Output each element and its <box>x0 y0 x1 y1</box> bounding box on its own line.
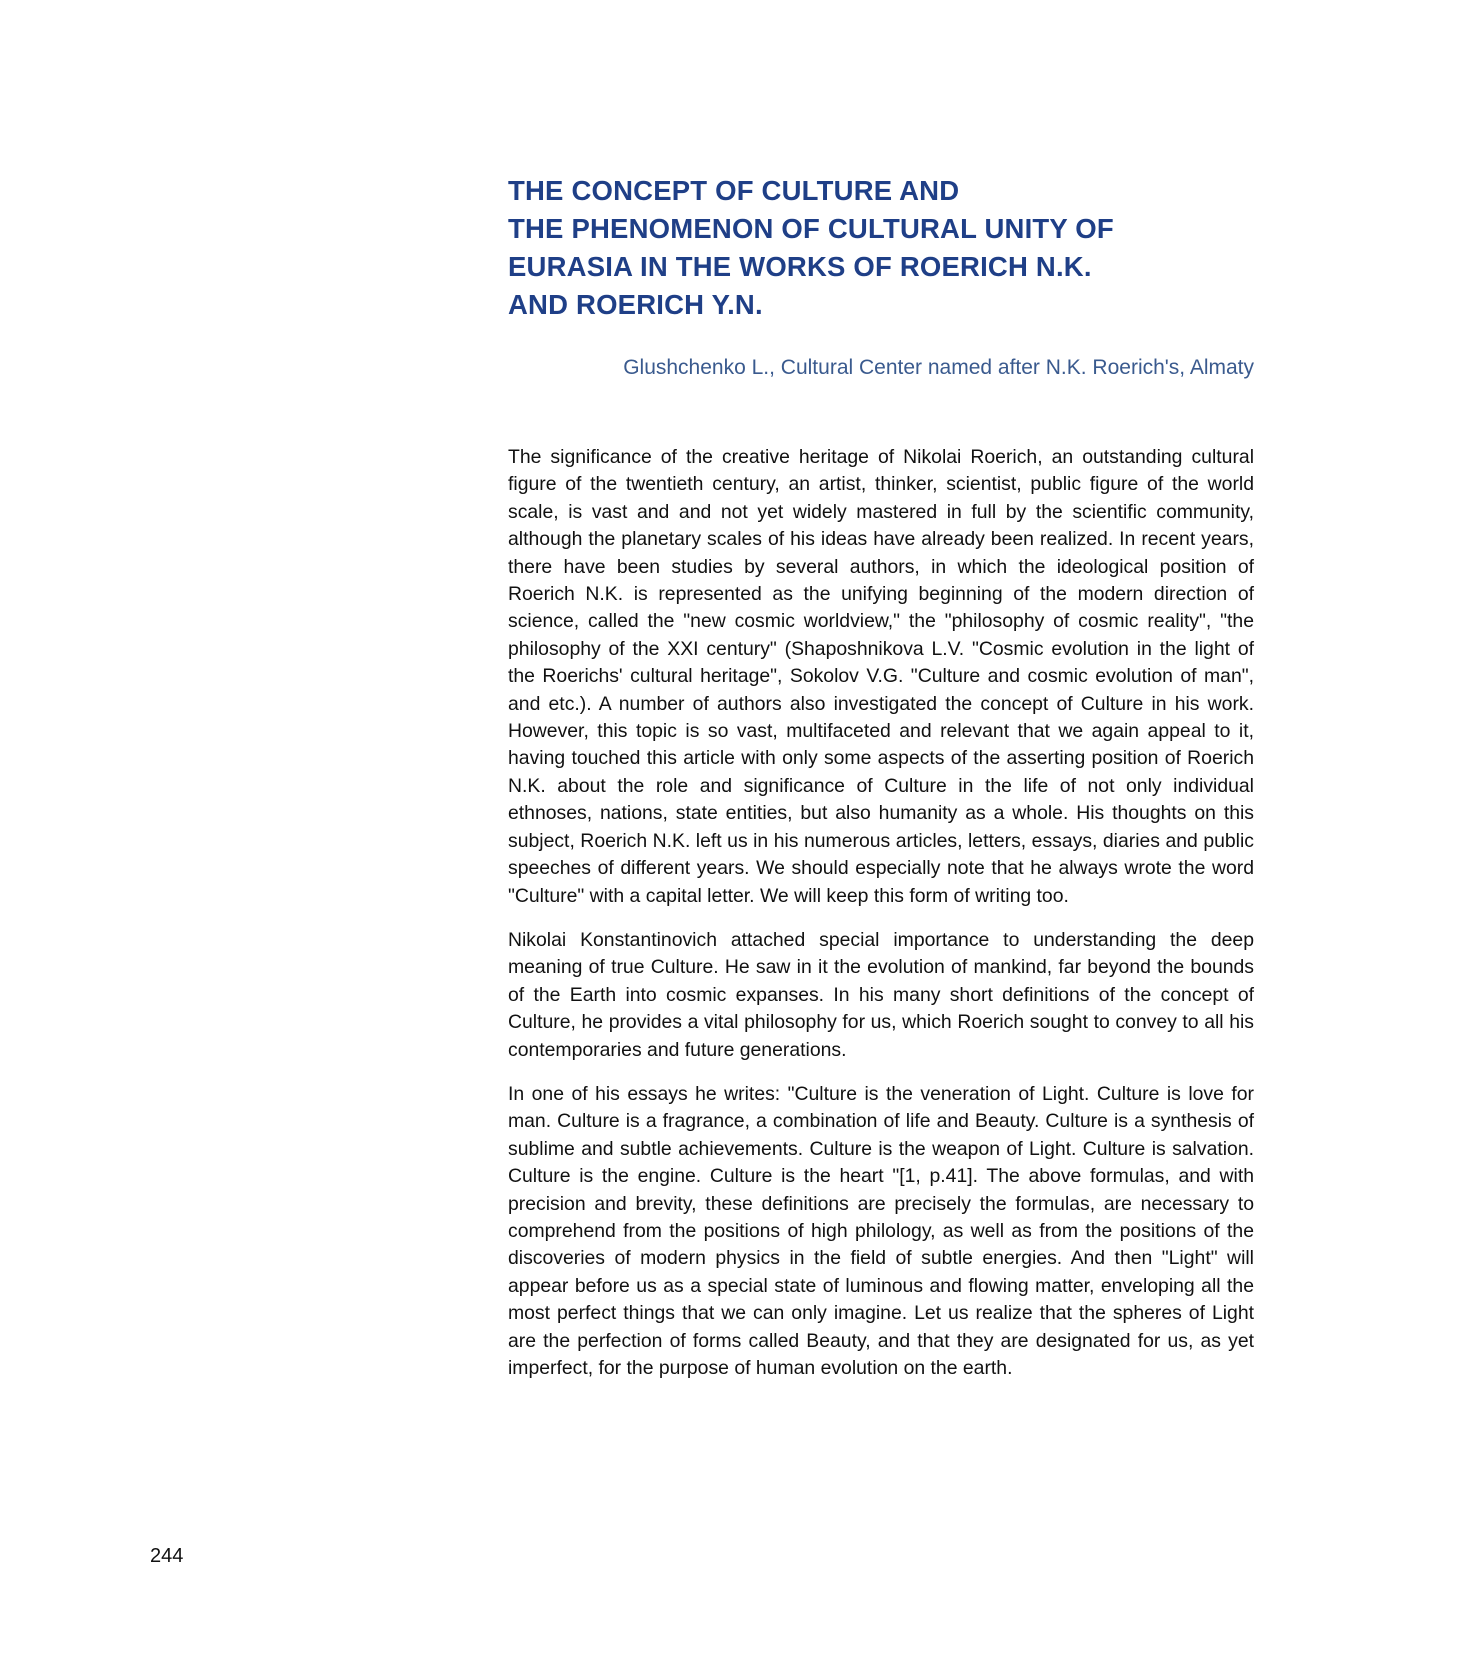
article-title-line: THE PHENOMENON OF CULTURAL UNITY OF <box>508 213 1114 244</box>
page-number: 244 <box>150 1545 184 1567</box>
body-paragraph: The significance of the creative heritage of Nikolai Roerich, an outstanding cultural figure of the twentieth century, an artist, thinker, scientist, public figure of the world scale, is vast and and not yet widely mastered in full by the scientific community, although the planetary scales of his ideas have already been realized. In recent years, there have been studies by several authors, in which the ideological position of Roerich N.K. is represented as the unifying beginning of the modern direction of science, called the "new cosmic worldview," the "philosophy of cosmic reality", "the philosophy of the XXI century" (Shaposhnikova L.V. "Cosmic evolution in the light of the Roerichs' cultural heritage", Sokolov V.G. "Culture and cosmic evolution of man", and etc.). A number of authors also investigated the concept of Culture in his work. However, this topic is so vast, multifaceted and relevant that we again appeal to it, having touched this article with only some aspects of the asserting position of Roerich N.K. about the role and significance of Culture in the life of not only individual ethnoses, nations, state entities, but also humanity as a whole. His thoughts on this subject, Roerich N.K. left us in his numerous articles, letters, essays, diaries and public speeches of different years. We should especially note that he always wrote the word "Culture" with a capital letter. We will keep this form of writing too. <box>508 446 1254 907</box>
article-title <box>508 172 1268 324</box>
body-paragraph: In one of his essays he writes: "Culture is the veneration of Light. Culture is love for man. Culture is a fragrance, a combination of life and Beauty. Culture is a synthesis of sublime and subtle achievements. Culture is the weapon of Light. Culture is salvation. Culture is the engine. Culture is the heart "[1, p.41]. The above formulas, and with precision and brevity, these definitions are precisely the formulas, are necessary to comprehend from the positions of high philology, as well as from the positions of the discoveries of modern physics in the field of subtle energies. And then "Light" will appear before us as a special state of luminous and flowing matter, enveloping all the most perfect things that we can only imagine. Let us realize that the spheres of Light are the perfection of forms called Beauty, and that they are designated for us, as yet imperfect, for the purpose of human evolution on the earth. <box>508 1082 1254 1379</box>
article-title-line: AND ROERICH Y.N. <box>508 289 763 320</box>
body-paragraph: Nikolai Konstantinovich attached special importance to understanding the deep meaning of true Culture. He saw in it the evolution of mankind, far beyond the bounds of the Earth into cosmic expanses. In his many short definitions of the concept of Culture, he provides a vital philosophy for us, which Roerich sought to convey to all his contemporaries and future generations. <box>508 928 1254 1061</box>
article-title-line: THE CONCEPT OF CULTURE AND <box>508 175 960 206</box>
article-body <box>508 444 1254 1399</box>
author-affiliation: Glushchenko L., Cultural Center named after N.K. Roerich's, Almaty <box>623 356 1254 379</box>
article-title-line: EURASIA IN THE WORKS OF ROERICH N.K. <box>508 251 1092 282</box>
